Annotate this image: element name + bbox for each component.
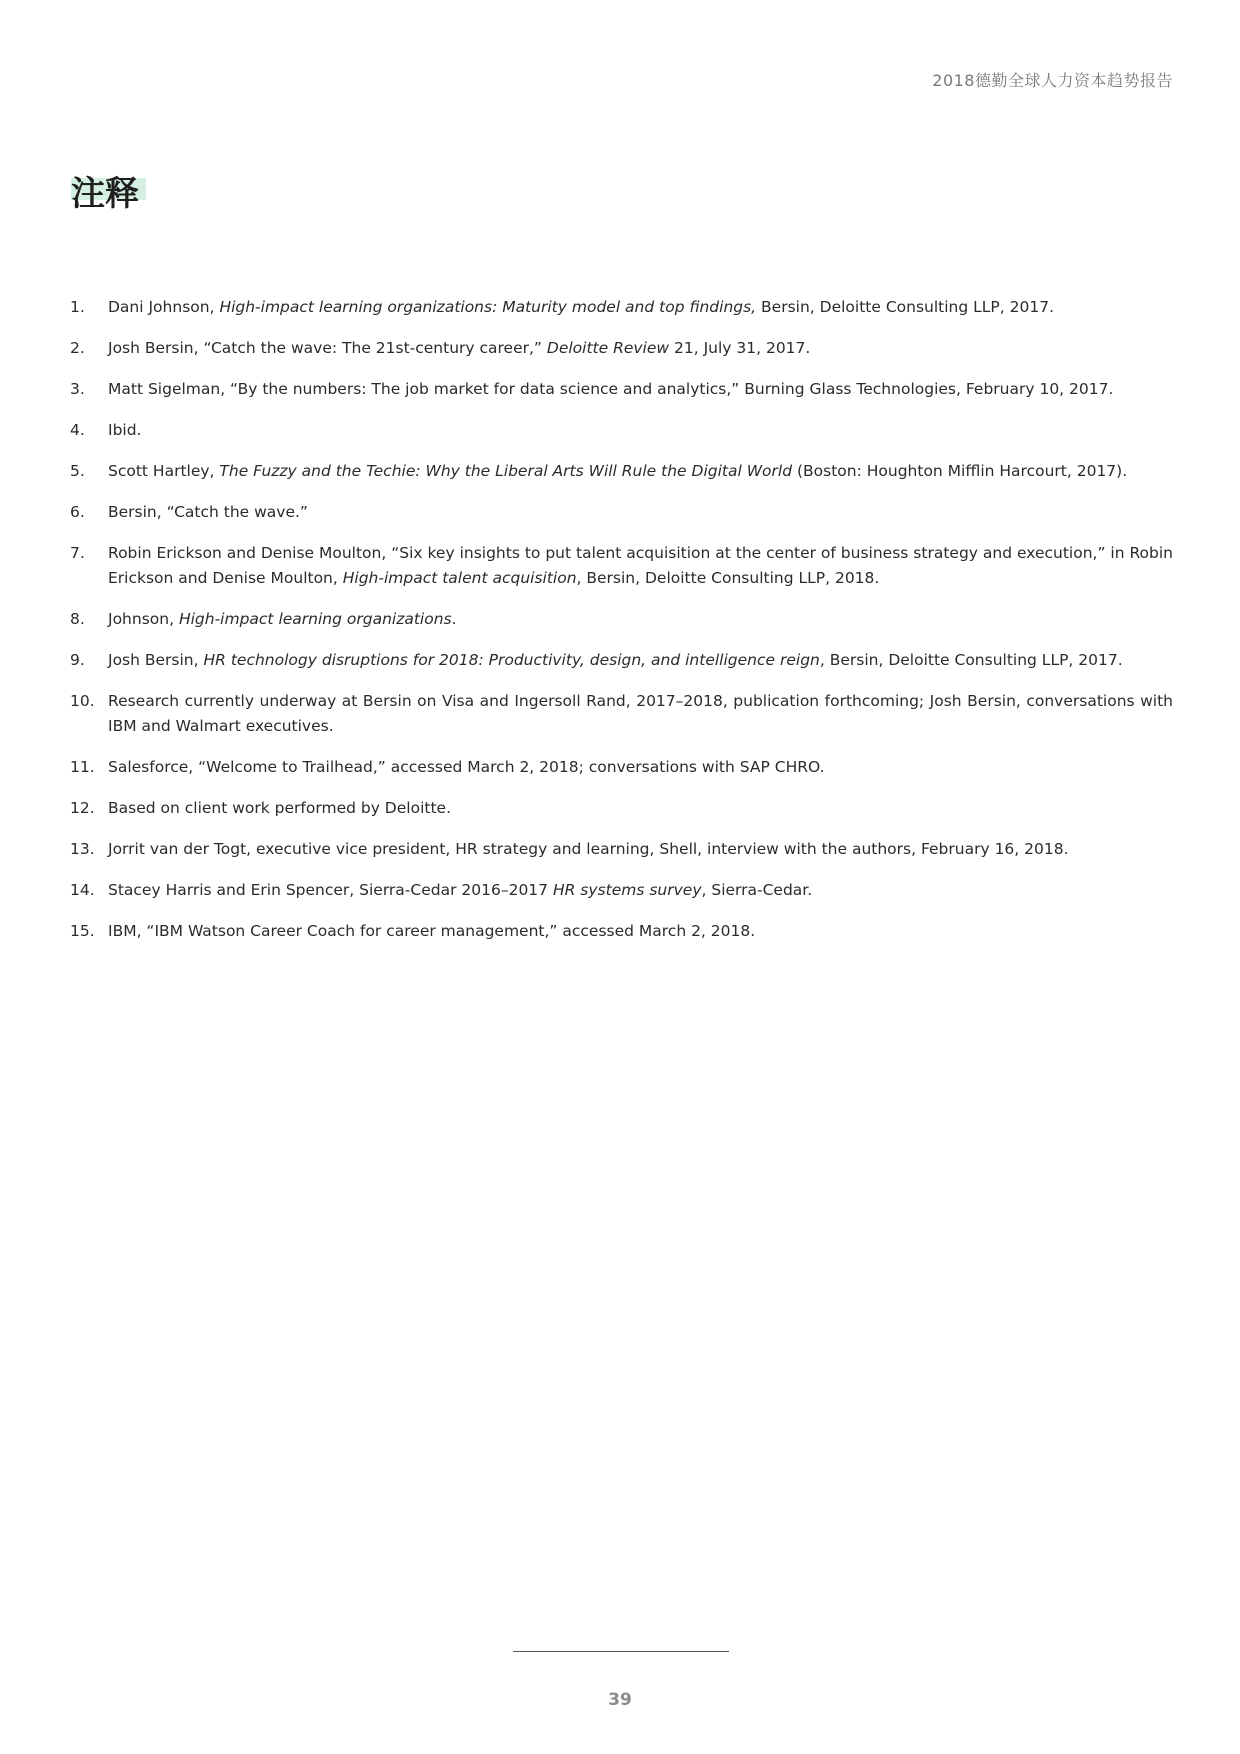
footer-rule — [513, 1651, 729, 1652]
endnote-text-segment: Dani Johnson, — [108, 298, 220, 316]
endnote-text-segment: Scott Hartley, — [108, 462, 220, 480]
endnote-text-segment: IBM, “IBM Watson Career Coach for career management,” accessed March 2, 2018. — [108, 922, 756, 940]
endnote-text-segment: Based on client work performed by Deloitte. — [108, 799, 451, 817]
endnote-text — [108, 459, 1173, 484]
endnote-text-segment: (Boston: Houghton Mifflin Harcourt, 2017). — [792, 462, 1128, 480]
endnote-item — [0, 689, 1240, 739]
endnote-item — [0, 336, 1240, 361]
endnote-text — [108, 919, 1173, 944]
endnote-text-segment: Bersin, Deloitte Consulting LLP, 2017. — [756, 298, 1054, 316]
endnote-number: 6. — [70, 503, 85, 521]
endnote-text — [108, 689, 1173, 739]
endnote-text-segment: . — [451, 610, 457, 628]
endnote-item — [0, 541, 1240, 591]
endnote-text — [108, 295, 1173, 320]
endnote-text — [108, 336, 1173, 361]
endnote-number: 15. — [70, 922, 95, 940]
section-title: 注释 — [71, 174, 139, 214]
endnote-item — [0, 755, 1240, 780]
endnote-number: 10. — [70, 692, 95, 710]
endnote-italic-title: High-impact talent acquisition — [342, 569, 577, 587]
endnote-italic-title: High-impact learning organizations — [178, 610, 452, 628]
endnote-text-segment: , Bersin, Deloitte Consulting LLP, 2017. — [819, 651, 1123, 669]
endnote-text — [108, 541, 1173, 591]
endnote-text-segment: Josh Bersin, “Catch the wave: The 21st-century career,” — [108, 339, 547, 357]
endnote-number: 2. — [70, 339, 85, 357]
page-number: 39 — [608, 1690, 632, 1710]
endnote-text-segment: Ibid. — [108, 421, 142, 439]
endnote-item — [0, 295, 1240, 320]
endnote-item — [0, 796, 1240, 821]
endnote-text-segment: Matt Sigelman, “By the numbers: The job market for data science and analytics,” Burning Glass Technologies, February 10, 2017. — [108, 380, 1114, 398]
endnote-item — [0, 878, 1240, 903]
endnote-text — [108, 607, 1173, 632]
endnote-item — [0, 837, 1240, 862]
endnote-item — [0, 500, 1240, 525]
endnote-text — [108, 755, 1173, 780]
endnote-text — [108, 878, 1173, 903]
endnote-text-segment: , Bersin, Deloitte Consulting LLP, 2018. — [576, 569, 880, 587]
endnote-italic-title: High-impact learning organizations: Maturity model and top findings, — [219, 298, 757, 316]
endnote-text-segment: Research currently underway at Bersin on Visa and Ingersoll Rand, 2017–2018, publication forthcoming; Josh Bersin, conversations with IBM and Walmart executives. — [108, 692, 1173, 735]
endnotes-list — [0, 295, 1240, 960]
endnote-italic-title: Deloitte Review — [546, 339, 670, 357]
endnote-text-segment: Bersin, “Catch the wave.” — [108, 503, 308, 521]
endnote-text-segment: Stacey Harris and Erin Spencer, Sierra-Cedar 2016–2017 — [108, 881, 553, 899]
endnote-number: 13. — [70, 840, 95, 858]
section-title-block — [71, 176, 139, 213]
endnote-number: 7. — [70, 544, 85, 562]
endnote-item — [0, 648, 1240, 673]
endnote-text — [108, 648, 1173, 673]
endnote-number: 3. — [70, 380, 85, 398]
endnote-item — [0, 459, 1240, 484]
endnote-text — [108, 418, 1173, 443]
endnote-number: 8. — [70, 610, 85, 628]
endnote-number: 11. — [70, 758, 95, 776]
endnote-text-segment: Salesforce, “Welcome to Trailhead,” accessed March 2, 2018; conversations with SAP CHRO. — [108, 758, 825, 776]
endnote-text-segment: Robin Erickson and Denise Moulton, “Six key insights to put talent acquisition at the center of business strategy and execution,” in Robin Erickson and Denise Moulton, — [108, 544, 1173, 587]
endnote-number: 1. — [70, 298, 85, 316]
endnote-text-segment: , Sierra-Cedar. — [701, 881, 813, 899]
endnote-number: 14. — [70, 881, 95, 899]
endnote-text — [108, 796, 1173, 821]
endnote-number: 12. — [70, 799, 95, 817]
endnote-item — [0, 377, 1240, 402]
endnote-number: 4. — [70, 421, 85, 439]
running-header: 2018德勤全球人力资本趋势报告 — [932, 71, 1173, 90]
endnote-italic-title: HR systems survey — [552, 881, 702, 899]
endnote-number: 9. — [70, 651, 85, 669]
endnote-number: 5. — [70, 462, 85, 480]
endnote-text-segment: 21, July 31, 2017. — [669, 339, 811, 357]
endnote-item — [0, 607, 1240, 632]
endnote-text — [108, 377, 1173, 402]
endnote-item — [0, 418, 1240, 443]
endnote-text-segment: Josh Bersin, — [108, 651, 204, 669]
endnote-text-segment: Jorrit van der Togt, executive vice president, HR strategy and learning, Shell, interview with the authors, February 16, 2018. — [108, 840, 1069, 858]
endnote-italic-title: HR technology disruptions for 2018: Productivity, design, and intelligence reign — [203, 651, 820, 669]
endnote-text — [108, 837, 1173, 862]
endnote-text — [108, 500, 1173, 525]
endnote-item — [0, 919, 1240, 944]
endnote-text-segment: Johnson, — [108, 610, 179, 628]
endnote-italic-title: The Fuzzy and the Techie: Why the Liberal Arts Will Rule the Digital World — [219, 462, 793, 480]
